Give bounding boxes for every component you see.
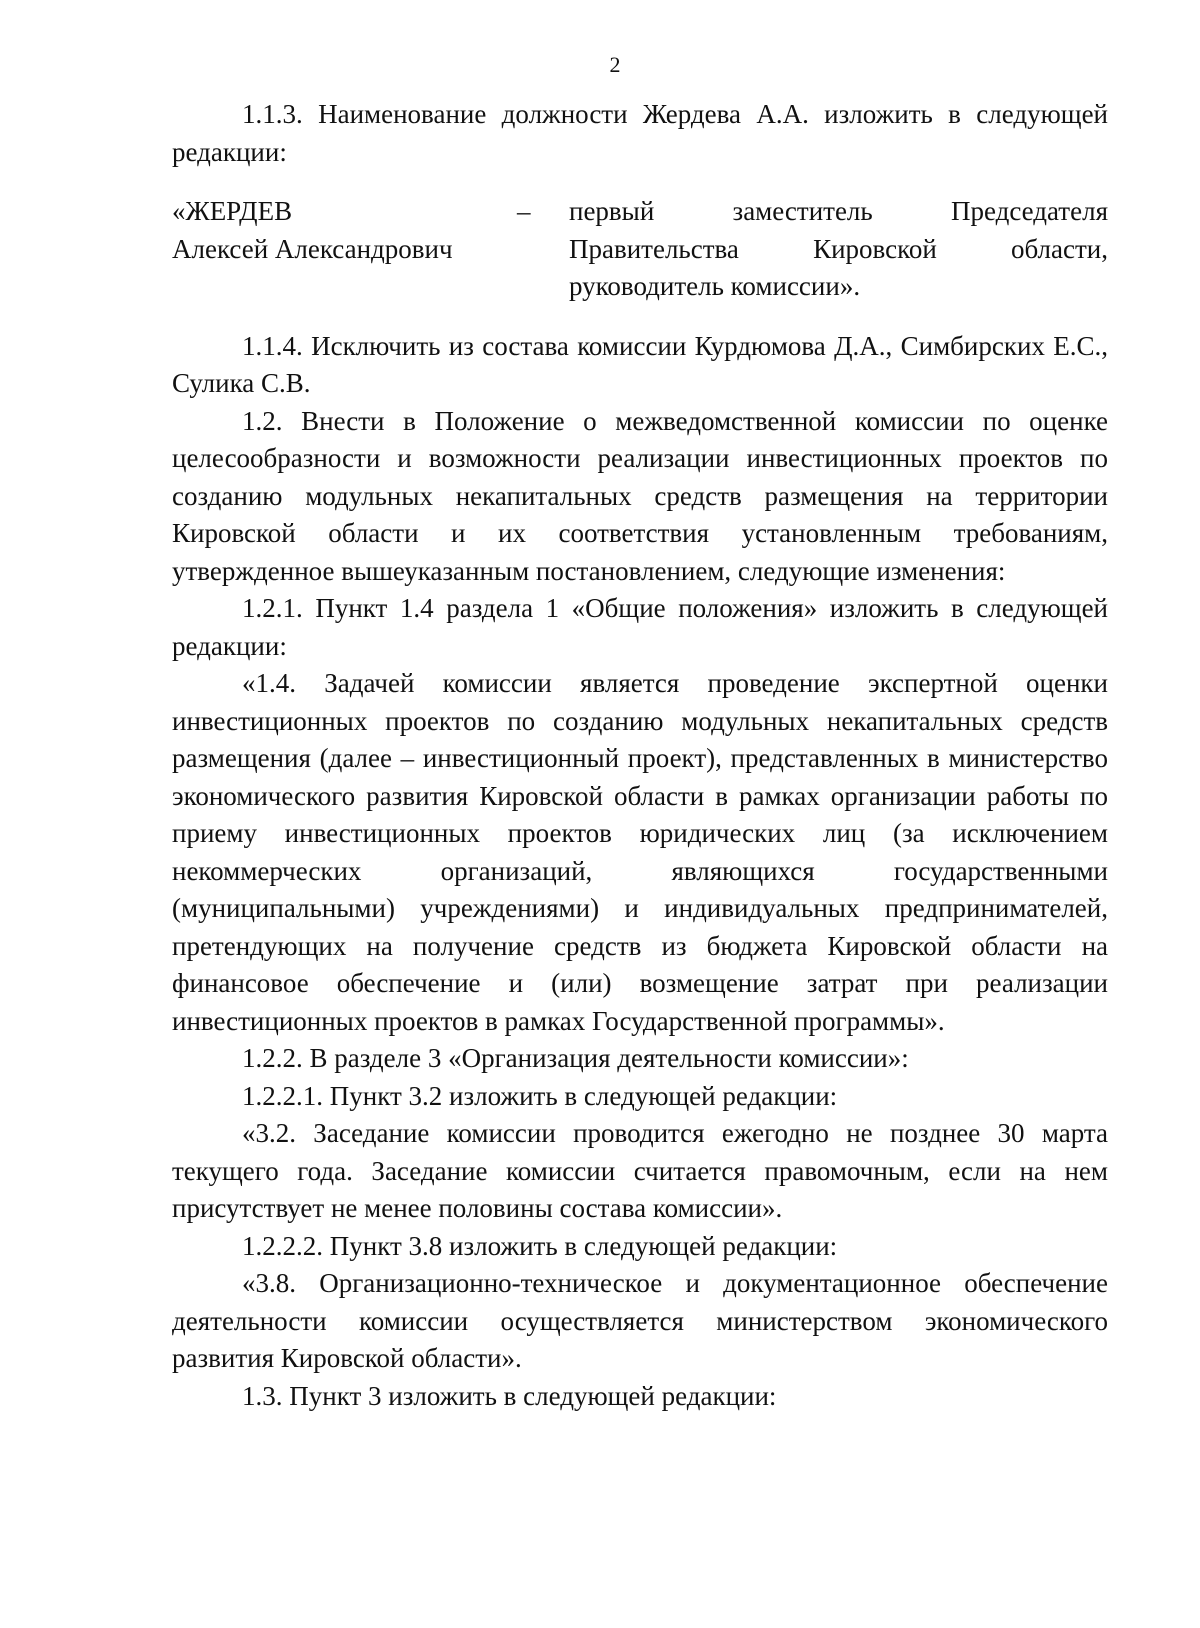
member-position: [569, 193, 1108, 306]
paragraph-quote-3-8: «3.8. Организационно-техническое и документационное обеспечение деятельности комиссии осуществляется министерством экономического развития Кировской области».: [172, 1268, 1108, 1373]
paragraph-1-2-1: 1.2.1. Пункт 1.4 раздела 1 «Общие положения» изложить в следующей редакции:: [172, 593, 1108, 661]
member-given-names: Алексей Александрович: [172, 233, 453, 264]
paragraph-1-2-2-1: 1.2.2.1. Пункт 3.2 изложить в следующей редакции:: [242, 1080, 838, 1111]
paragraph-quote-1-4: «1.4. Задачей комиссии является проведение экспертной оценки инвестиционных проектов по созданию модульных некапитальных средств размещения (далее – инвестиционный проект), представленных в министерство экономического развития Кировской области в рамках организации работы по приему инвестиционных проектов юридических лиц (за исключением некоммерческих организаций, являющихся государственными (муниципальными) учреждениями) и индивидуальных предпринимателей, претендующих на получение средств из бюджета Кировской области на финансовое обеспечение и (или) возмещение затрат при реализации инвестиционных проектов в рамках Государственной программы».: [172, 668, 1108, 1036]
paragraph-1-1-3: 1.1.3. Наименование должности Жердева А.А. изложить в следующей редакции:: [172, 99, 1108, 167]
document-body: [172, 96, 1108, 1415]
paragraph-1-3: 1.3. Пункт 3 изложить в следующей редакции:: [242, 1380, 777, 1411]
paragraph-1-1-4: 1.1.4. Исключить из состава комиссии Курдюмова Д.А., Симбирских Е.С., Сулика С.В.: [172, 330, 1108, 398]
paragraph-1-2-2: 1.2.2. В разделе 3 «Организация деятельности комиссии»:: [242, 1043, 909, 1073]
position-line-1: первый заместитель Председателя: [569, 196, 1108, 226]
member-name: [172, 193, 517, 306]
paragraph-1-2: 1.2. Внести в Положение о межведомственной комиссии по оценке целесообразности и возможности реализации инвестиционных проектов по созданию модульных некапитальных средств размещения на территории Кировской области и их соответствия установленным требованиям, утвержденное вышеуказанным постановлением, следующие изменения:: [172, 405, 1108, 586]
entry-dash: –: [517, 196, 531, 226]
commission-member-entry: [172, 193, 1108, 306]
member-surname: «ЖЕРДЕВ: [172, 196, 293, 226]
position-line-3: руководитель комиссии».: [569, 271, 861, 301]
position-line-2: Правительства Кировской области,: [569, 233, 1108, 264]
page-number: 2: [609, 52, 621, 77]
paragraph-1-2-2-2: 1.2.2.2. Пункт 3.8 изложить в следующей редакции:: [242, 1230, 838, 1261]
paragraph-quote-3-2: «3.2. Заседание комиссии проводится ежегодно не позднее 30 марта текущего года. Заседание комиссии считается правомочным, если на нем присутствует не менее половины состава комиссии».: [172, 1118, 1108, 1223]
